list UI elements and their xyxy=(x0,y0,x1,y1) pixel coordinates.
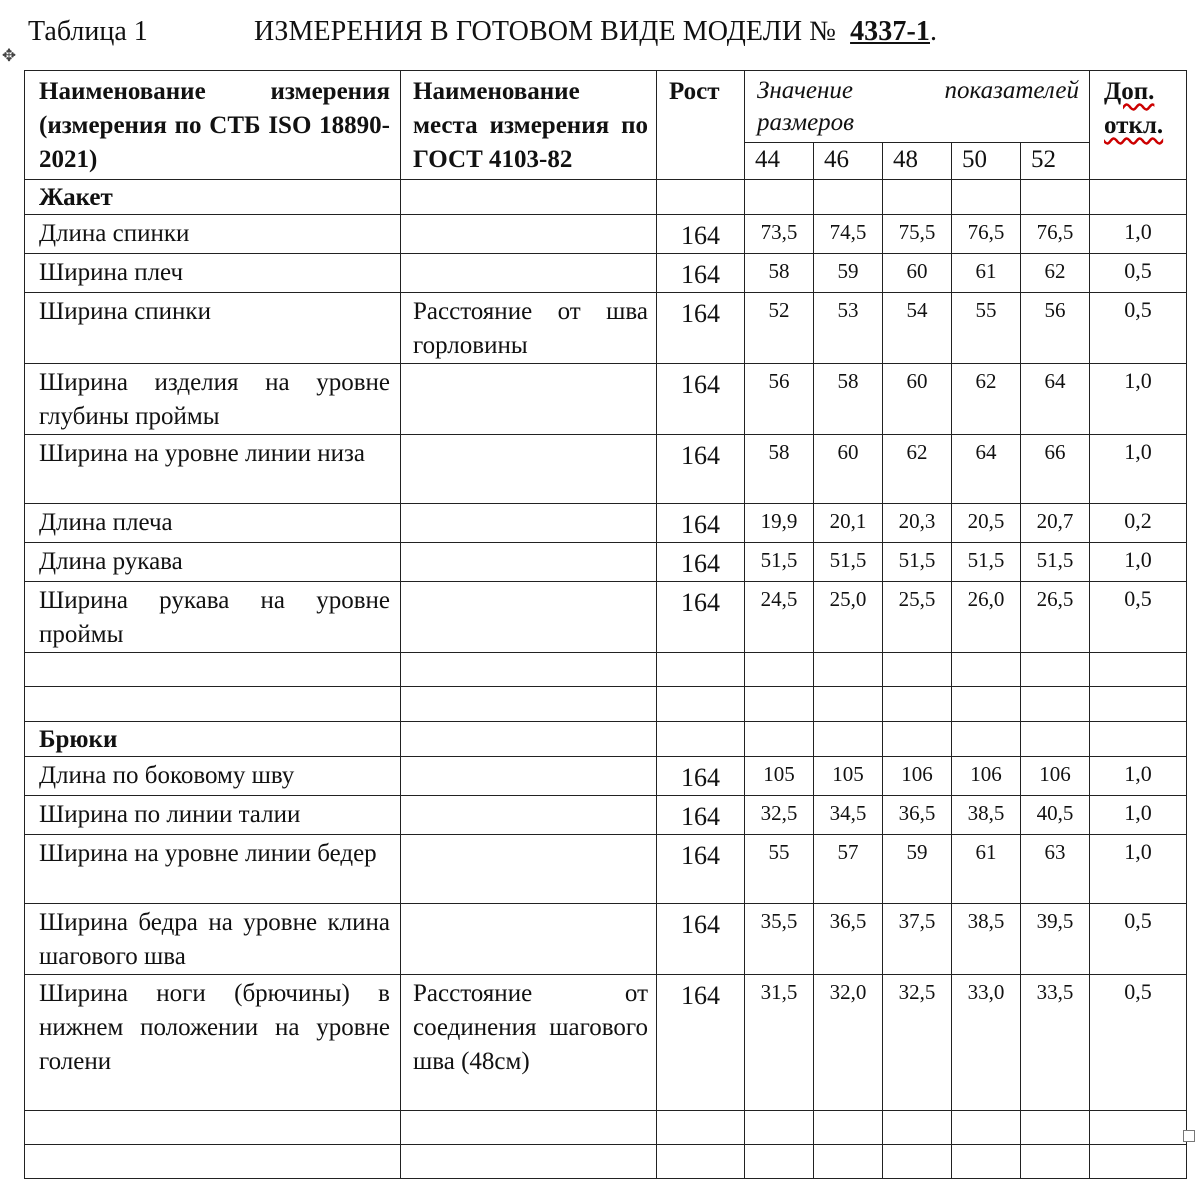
size-value-cell: 57 xyxy=(814,835,883,904)
measurement-name: Ширина спинки xyxy=(25,293,401,364)
measurement-name: Длина по боковому шву xyxy=(25,757,401,796)
size-value-cell: 20,5 xyxy=(952,504,1021,543)
size-header-cell: 44 xyxy=(745,143,814,180)
growth-value: 164 xyxy=(657,975,745,1111)
empty-cell xyxy=(883,1111,952,1145)
empty-cell xyxy=(657,1145,745,1179)
empty-cell xyxy=(952,687,1021,722)
size-value-cell: 53 xyxy=(814,293,883,364)
size-value-cell xyxy=(814,722,883,757)
measurement-name: Ширина рукава на уровне проймы xyxy=(25,582,401,653)
size-value-cell xyxy=(952,180,1021,215)
size-value-cell: 106 xyxy=(1021,757,1090,796)
size-header-cell: 52 xyxy=(1021,143,1090,180)
measurement-name: Ширина ноги (брючины) в нижнем положении на уровне голени xyxy=(25,975,401,1111)
size-value-cell xyxy=(883,722,952,757)
measurement-place xyxy=(401,543,657,582)
size-value-cell: 59 xyxy=(814,254,883,293)
tolerance-value: 0,5 xyxy=(1090,254,1187,293)
empty-cell xyxy=(883,1145,952,1179)
tolerance-value: 1,0 xyxy=(1090,796,1187,835)
empty-row xyxy=(25,653,1187,687)
tolerance-value: 0,5 xyxy=(1090,975,1187,1111)
col-header-growth: Рост xyxy=(657,71,745,180)
size-value-cell: 37,5 xyxy=(883,904,952,975)
size-value-cell: 25,5 xyxy=(883,582,952,653)
tolerance-value: 0,5 xyxy=(1090,582,1187,653)
measurement-name: Ширина бедра на уровне клина шагового шва xyxy=(25,904,401,975)
tolerance-cell xyxy=(1090,180,1187,215)
size-value-cell: 51,5 xyxy=(1021,543,1090,582)
document-header xyxy=(28,14,1180,54)
size-value-cell: 58 xyxy=(745,254,814,293)
tolerance-value: 1,0 xyxy=(1090,435,1187,504)
growth-value: 164 xyxy=(657,504,745,543)
empty-cell xyxy=(25,1145,401,1179)
size-value-cell: 36,5 xyxy=(814,904,883,975)
size-value-cell: 20,1 xyxy=(814,504,883,543)
size-value-cell: 19,9 xyxy=(745,504,814,543)
table-row xyxy=(25,254,1187,293)
size-value-cell xyxy=(745,180,814,215)
measurement-place xyxy=(401,757,657,796)
tolerance-header-text: Доп. откл. xyxy=(1104,78,1164,139)
growth-value: 164 xyxy=(657,543,745,582)
growth-value: 164 xyxy=(657,757,745,796)
empty-cell xyxy=(745,653,814,687)
size-value-cell: 52 xyxy=(745,293,814,364)
table-body xyxy=(25,180,1187,1179)
size-value-cell: 39,5 xyxy=(1021,904,1090,975)
size-value-cell: 60 xyxy=(814,435,883,504)
size-value-cell: 55 xyxy=(745,835,814,904)
place-cell xyxy=(401,722,657,757)
table-row xyxy=(25,543,1187,582)
table-row xyxy=(25,504,1187,543)
size-value-cell xyxy=(745,722,814,757)
document-title xyxy=(254,16,937,48)
empty-cell xyxy=(814,1111,883,1145)
size-value-cell: 31,5 xyxy=(745,975,814,1111)
size-value-cell: 26,0 xyxy=(952,582,1021,653)
tolerance-value: 1,0 xyxy=(1090,215,1187,254)
model-number: 4337-1 xyxy=(850,16,930,47)
size-value-cell: 51,5 xyxy=(952,543,1021,582)
empty-cell xyxy=(814,687,883,722)
tolerance-value: 0,5 xyxy=(1090,904,1187,975)
empty-cell xyxy=(1090,1145,1187,1179)
size-value-cell: 76,5 xyxy=(1021,215,1090,254)
empty-cell xyxy=(1021,1145,1090,1179)
empty-row xyxy=(25,1145,1187,1179)
empty-cell xyxy=(401,1145,657,1179)
empty-cell xyxy=(745,1111,814,1145)
size-value-cell: 56 xyxy=(1021,293,1090,364)
table-row xyxy=(25,215,1187,254)
measurement-place xyxy=(401,904,657,975)
table-resize-handle[interactable] xyxy=(1183,1130,1195,1142)
size-value-cell: 32,0 xyxy=(814,975,883,1111)
section-title: Брюки xyxy=(25,722,401,757)
size-value-cell: 64 xyxy=(1021,364,1090,435)
size-value-cell: 32,5 xyxy=(883,975,952,1111)
measurements-table xyxy=(24,70,1187,1179)
size-value-cell: 33,0 xyxy=(952,975,1021,1111)
size-value-cell xyxy=(1021,722,1090,757)
measurement-place xyxy=(401,504,657,543)
size-value-cell: 20,7 xyxy=(1021,504,1090,543)
measurement-place xyxy=(401,835,657,904)
measurement-place xyxy=(401,364,657,435)
size-value-cell: 62 xyxy=(883,435,952,504)
table-label: Таблица 1 xyxy=(28,16,148,47)
size-value-cell: 20,3 xyxy=(883,504,952,543)
empty-cell xyxy=(657,653,745,687)
empty-cell xyxy=(952,1145,1021,1179)
tolerance-value: 1,0 xyxy=(1090,364,1187,435)
table-row xyxy=(25,293,1187,364)
size-value-cell: 74,5 xyxy=(814,215,883,254)
size-value-cell: 55 xyxy=(952,293,1021,364)
empty-cell xyxy=(883,653,952,687)
size-value-cell: 62 xyxy=(1021,254,1090,293)
size-value-cell: 51,5 xyxy=(745,543,814,582)
table-row xyxy=(25,835,1187,904)
size-value-cell: 106 xyxy=(883,757,952,796)
size-value-cell: 51,5 xyxy=(814,543,883,582)
empty-cell xyxy=(814,653,883,687)
size-value-cell: 38,5 xyxy=(952,796,1021,835)
size-value-cell: 25,0 xyxy=(814,582,883,653)
measurement-name: Ширина по линии талии xyxy=(25,796,401,835)
size-value-cell: 54 xyxy=(883,293,952,364)
size-value-cell: 34,5 xyxy=(814,796,883,835)
title-trailing-dot: . xyxy=(930,16,938,47)
size-header-cell: 50 xyxy=(952,143,1021,180)
size-value-cell: 76,5 xyxy=(952,215,1021,254)
tolerance-cell xyxy=(1090,722,1187,757)
measurement-name: Ширина плеч xyxy=(25,254,401,293)
size-value-cell: 66 xyxy=(1021,435,1090,504)
size-value-cell: 40,5 xyxy=(1021,796,1090,835)
measurement-place xyxy=(401,582,657,653)
table-row xyxy=(25,582,1187,653)
measurement-name: Ширина на уровне линии бедер xyxy=(25,835,401,904)
empty-cell xyxy=(401,653,657,687)
size-header-cell: 46 xyxy=(814,143,883,180)
growth-value: 164 xyxy=(657,796,745,835)
empty-row xyxy=(25,1111,1187,1145)
empty-cell xyxy=(25,1111,401,1145)
measurement-place: Расстояние от соединения шагового шва (48см) xyxy=(401,975,657,1111)
growth-value: 164 xyxy=(657,435,745,504)
table-row xyxy=(25,757,1187,796)
measurement-name: Ширина на уровне линии низа xyxy=(25,435,401,504)
measurement-name: Длина спинки xyxy=(25,215,401,254)
tolerance-value: 1,0 xyxy=(1090,757,1187,796)
size-value-cell: 56 xyxy=(745,364,814,435)
size-value-cell: 73,5 xyxy=(745,215,814,254)
empty-cell xyxy=(657,687,745,722)
empty-cell xyxy=(1021,653,1090,687)
empty-cell xyxy=(952,653,1021,687)
table-row xyxy=(25,364,1187,435)
empty-cell xyxy=(1021,687,1090,722)
measurement-name: Длина рукава xyxy=(25,543,401,582)
col-header-size-values: Значение показателей размеров xyxy=(745,71,1090,143)
empty-cell xyxy=(25,687,401,722)
size-value-cell xyxy=(814,180,883,215)
size-value-cell: 26,5 xyxy=(1021,582,1090,653)
size-value-cell: 60 xyxy=(883,254,952,293)
table-row xyxy=(25,904,1187,975)
tolerance-value: 0,2 xyxy=(1090,504,1187,543)
growth-value: 164 xyxy=(657,904,745,975)
empty-row xyxy=(25,687,1187,722)
size-value-cell: 36,5 xyxy=(883,796,952,835)
size-value-cell: 64 xyxy=(952,435,1021,504)
tolerance-value: 1,0 xyxy=(1090,835,1187,904)
size-value-cell: 61 xyxy=(952,835,1021,904)
size-value-cell: 38,5 xyxy=(952,904,1021,975)
empty-cell xyxy=(745,1145,814,1179)
col-header-tolerance xyxy=(1090,71,1187,180)
table-row xyxy=(25,796,1187,835)
measurement-place: Расстояние от шва горловины xyxy=(401,293,657,364)
measurement-place xyxy=(401,254,657,293)
size-value-cell: 24,5 xyxy=(745,582,814,653)
size-value-cell xyxy=(952,722,1021,757)
size-value-cell: 58 xyxy=(814,364,883,435)
tolerance-value: 1,0 xyxy=(1090,543,1187,582)
growth-cell xyxy=(657,180,745,215)
empty-cell xyxy=(952,1111,1021,1145)
table-row xyxy=(25,975,1187,1111)
empty-cell xyxy=(1021,1111,1090,1145)
size-value-cell: 60 xyxy=(883,364,952,435)
empty-cell xyxy=(745,687,814,722)
growth-value: 164 xyxy=(657,215,745,254)
empty-cell xyxy=(25,653,401,687)
empty-cell xyxy=(883,687,952,722)
size-value-cell xyxy=(883,180,952,215)
col-header-measurement-place: Наименование места измерения по ГОСТ 4103-82 xyxy=(401,71,657,180)
growth-value: 164 xyxy=(657,364,745,435)
size-value-cell xyxy=(1021,180,1090,215)
header-row xyxy=(25,71,1187,143)
size-value-cell: 58 xyxy=(745,435,814,504)
size-value-cell: 62 xyxy=(952,364,1021,435)
empty-cell xyxy=(1090,1111,1187,1145)
section-title: Жакет xyxy=(25,180,401,215)
empty-cell xyxy=(401,1111,657,1145)
measurement-name: Ширина изделия на уровне глубины проймы xyxy=(25,364,401,435)
tolerance-value: 0,5 xyxy=(1090,293,1187,364)
size-value-cell: 59 xyxy=(883,835,952,904)
measurement-place xyxy=(401,215,657,254)
size-value-cell: 75,5 xyxy=(883,215,952,254)
size-value-cell: 51,5 xyxy=(883,543,952,582)
table-move-handle-icon[interactable]: ✥ xyxy=(1,46,17,66)
col-header-measurement-name: Наименование измерения (измерения по СТБ ISO 18890-2021) xyxy=(25,71,401,180)
size-value-cell: 105 xyxy=(745,757,814,796)
size-value-cell: 63 xyxy=(1021,835,1090,904)
size-value-cell: 33,5 xyxy=(1021,975,1090,1111)
section-row xyxy=(25,180,1187,215)
empty-cell xyxy=(401,687,657,722)
growth-value: 164 xyxy=(657,293,745,364)
title-text: ИЗМЕРЕНИЯ В ГОТОВОМ ВИДЕ МОДЕЛИ № xyxy=(254,16,837,47)
size-value-cell: 106 xyxy=(952,757,1021,796)
measurement-place xyxy=(401,435,657,504)
table-row xyxy=(25,435,1187,504)
growth-cell xyxy=(657,722,745,757)
measurement-place xyxy=(401,796,657,835)
empty-cell xyxy=(814,1145,883,1179)
size-value-cell: 35,5 xyxy=(745,904,814,975)
empty-cell xyxy=(1090,653,1187,687)
empty-cell xyxy=(657,1111,745,1145)
size-value-cell: 105 xyxy=(814,757,883,796)
empty-cell xyxy=(1090,687,1187,722)
place-cell xyxy=(401,180,657,215)
size-header-cell: 48 xyxy=(883,143,952,180)
size-value-cell: 61 xyxy=(952,254,1021,293)
section-row xyxy=(25,722,1187,757)
growth-value: 164 xyxy=(657,582,745,653)
growth-value: 164 xyxy=(657,254,745,293)
measurement-name: Длина плеча xyxy=(25,504,401,543)
growth-value: 164 xyxy=(657,835,745,904)
size-value-cell: 32,5 xyxy=(745,796,814,835)
